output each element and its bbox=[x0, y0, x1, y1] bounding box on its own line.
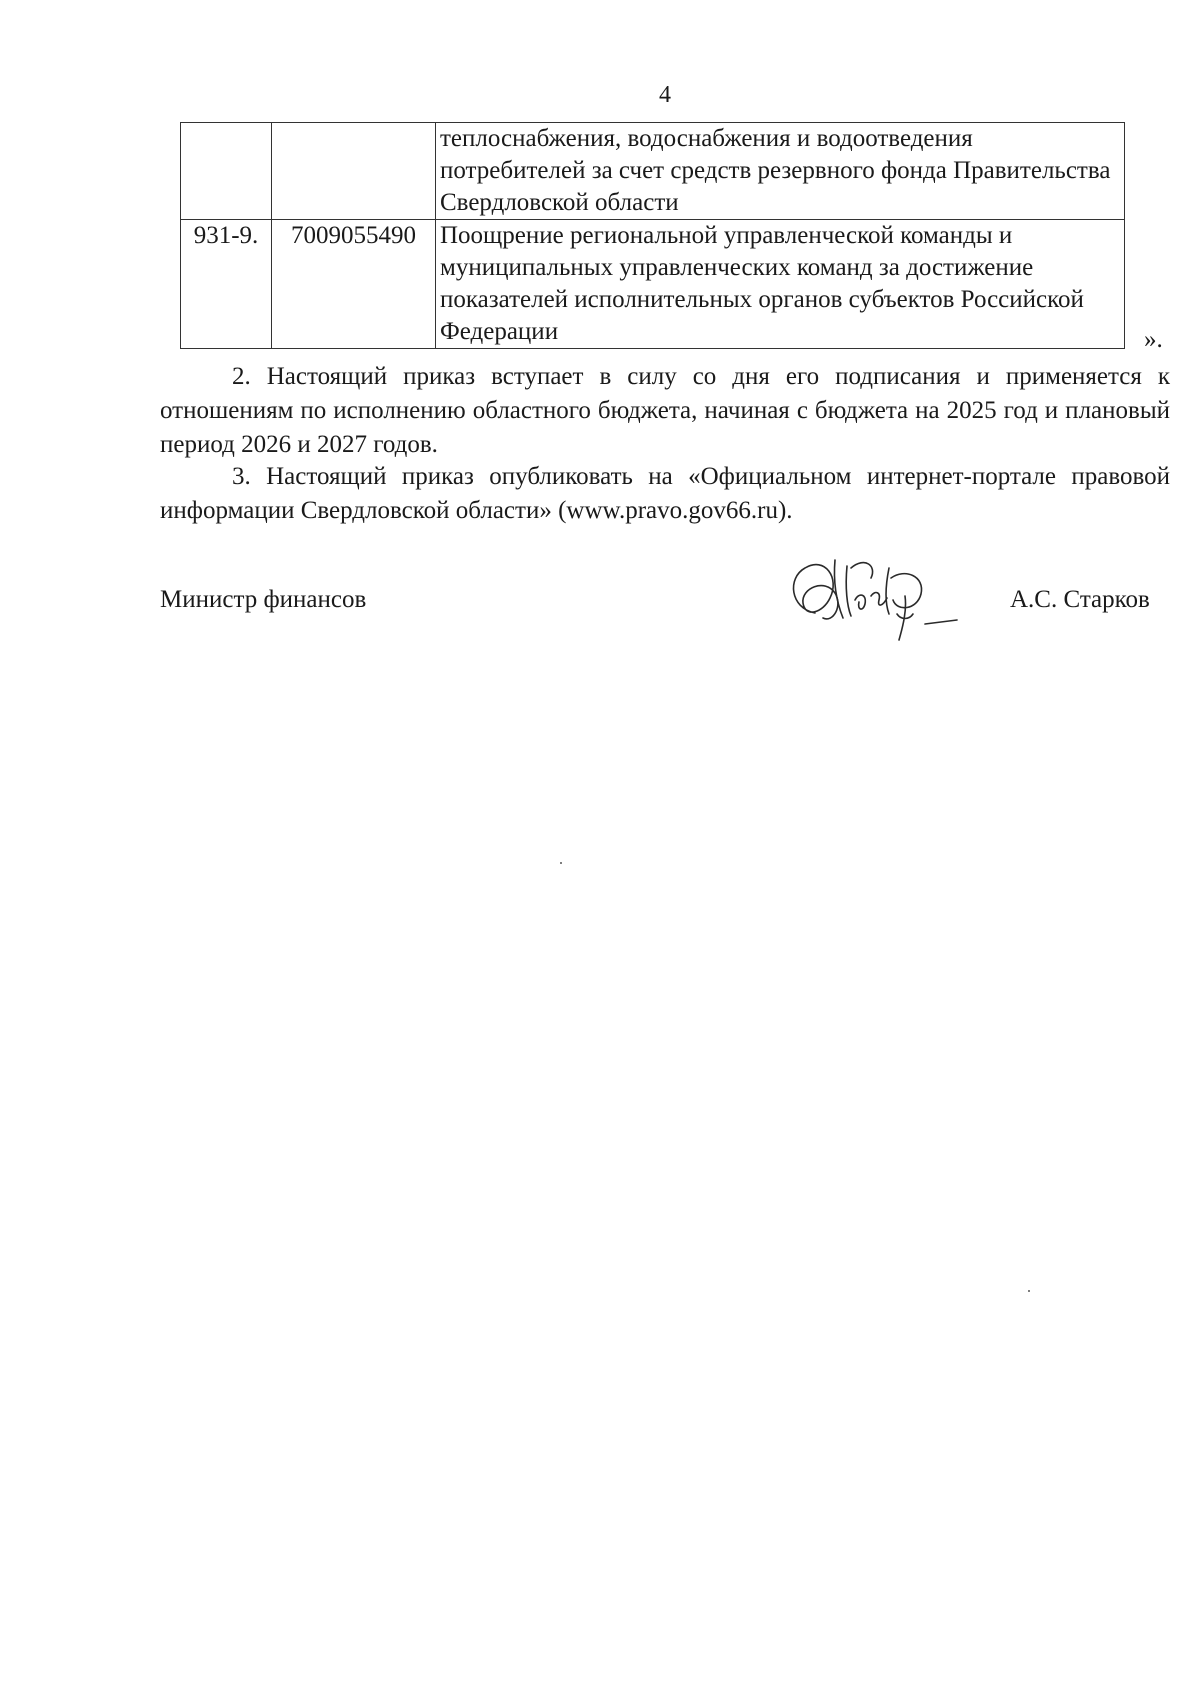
code-cell bbox=[181, 123, 272, 220]
paragraph-3: 3. Настоящий приказ опубликовать на «Официальном интернет-портале правовой информации Свердловской области» (www.pravo.gov66.ru). bbox=[160, 463, 1170, 524]
target-article-cell: 7009055490 bbox=[272, 220, 436, 349]
table-row bbox=[181, 123, 1125, 220]
signatory-position: Министр финансов bbox=[160, 586, 367, 613]
scan-speck bbox=[560, 862, 562, 864]
scan-speck bbox=[1028, 1290, 1030, 1292]
handwritten-signature bbox=[785, 548, 965, 648]
description-cell: Поощрение региональной управленческой команды и муниципальных управленческих команд за достижение показателей исполнительных органов субъектов Российской Федерации bbox=[436, 220, 1125, 349]
code-cell: 931-9. bbox=[181, 220, 272, 349]
signatory-name: А.С. Старков bbox=[1010, 586, 1150, 613]
budget-table bbox=[180, 122, 1125, 349]
closing-quote: ». bbox=[1144, 326, 1163, 353]
description-cell: теплоснабжения, водоснабжения и водоотведения потребителей за счет средств резервного фонда Правительства Свердловской области bbox=[436, 123, 1125, 220]
page-number: 4 bbox=[659, 82, 671, 108]
paragraph-2: 2. Настоящий приказ вступает в силу со дня его подписания и применяется к отношениям по исполнению областного бюджета, начиная с бюджета на 2025 год и плановый период 2026 и 2027 годов. bbox=[160, 363, 1170, 458]
target-article-cell bbox=[272, 123, 436, 220]
table-row bbox=[181, 220, 1125, 349]
